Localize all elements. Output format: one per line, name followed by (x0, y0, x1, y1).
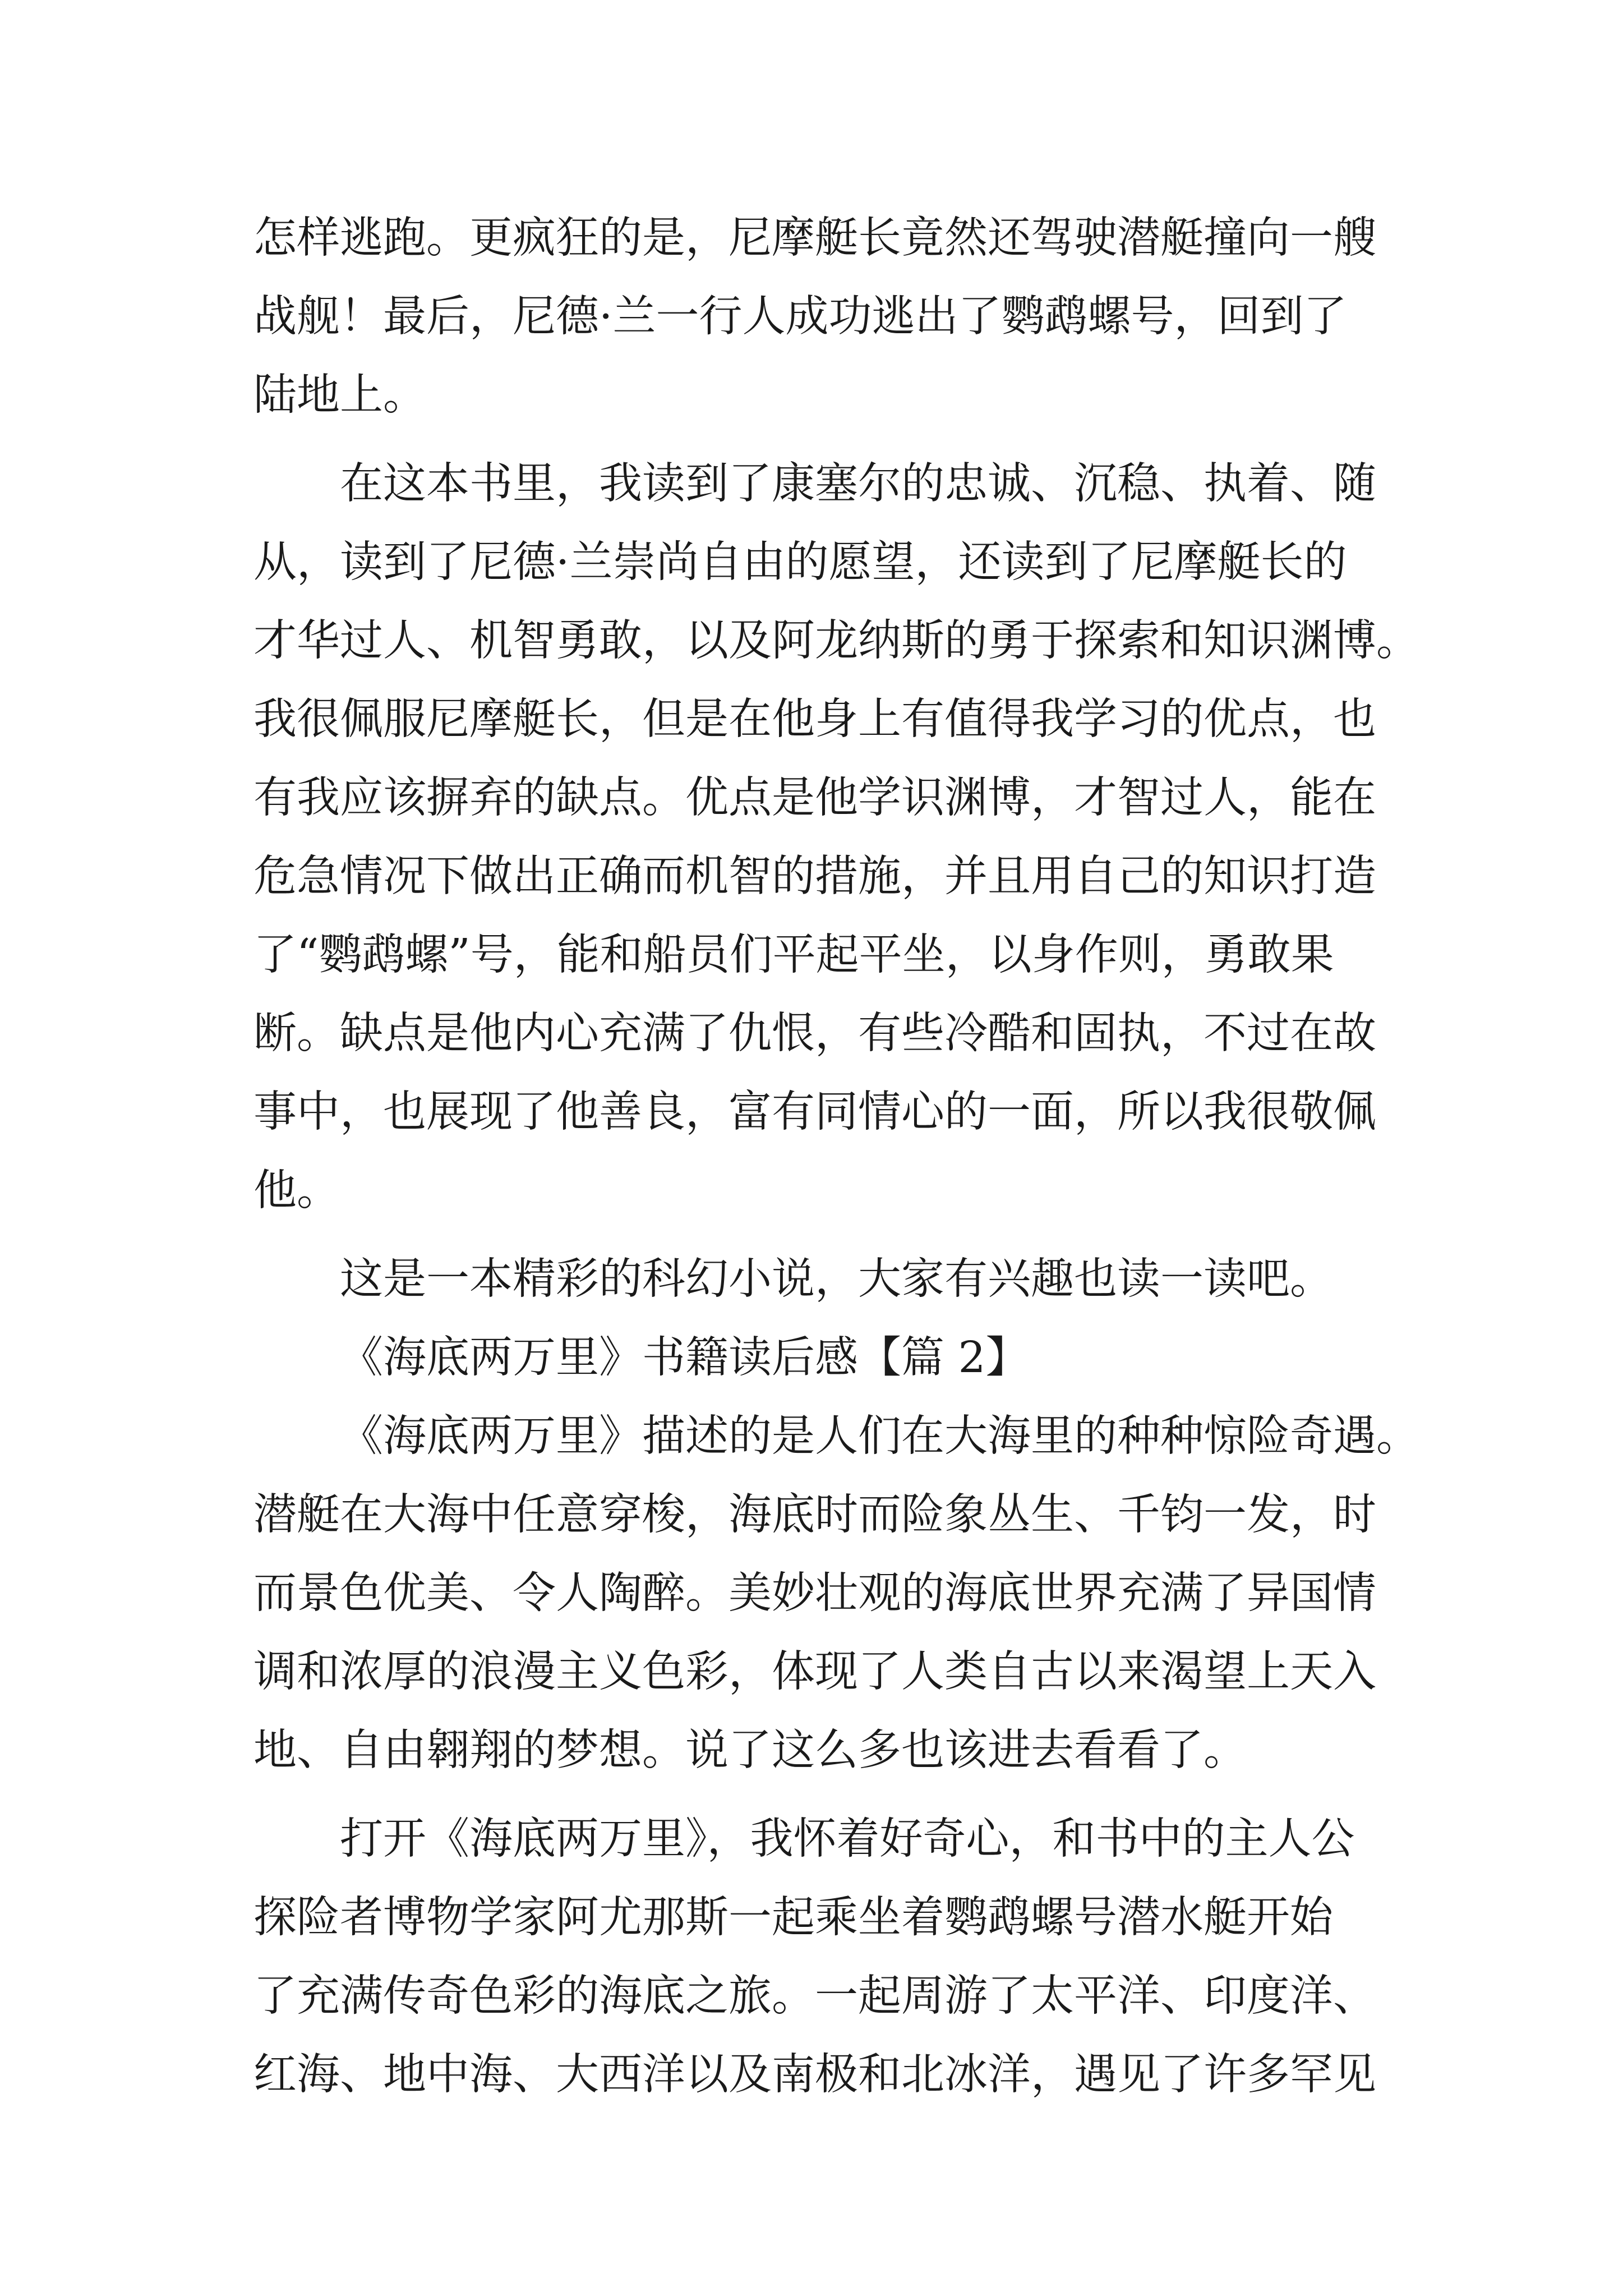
paragraph (253, 199, 1409, 435)
text-line: 而景色优美、令人陶醉。美妙壮观的海底世界充满了异国情 (253, 1568, 1376, 1618)
text-line: 红海、地中海、大西洋以及南极和北冰洋，遇见了许多罕见 (253, 2050, 1376, 2100)
text-line: 我很佩服尼摩艇长，但是在他身上有值得我学习的优点，也 (253, 694, 1376, 744)
text-line: 从，读到了尼德·兰崇尚自由的愿望，还读到了尼摩艇长的 (253, 537, 1347, 587)
heading-text: 《海底两万里》书籍读后感【篇 2】 (340, 1333, 1029, 1383)
text-line: 地、自由翱翔的梦想。说了这么多也该进去看看了。 (253, 1726, 1247, 1775)
section-heading (253, 1319, 1409, 1397)
paragraph (253, 1800, 1409, 2114)
paragraph (253, 1240, 1409, 1319)
text-line: 战舰！最后，尼德·兰一行人成功逃出了鹦鹉螺号，回到了 (253, 292, 1347, 342)
text-line: 危急情况下做出正确而机智的措施，并且用自己的知识打造 (253, 852, 1376, 901)
text-line: 怎样逃跑。更疯狂的是，尼摩艇长竟然还驾驶潜艇撞向一艘 (253, 213, 1376, 263)
paragraph (253, 445, 1419, 1230)
body-text (253, 199, 1419, 2114)
text-line: 才华过人、机智勇敢，以及阿龙纳斯的勇于探索和知识渊博。 (253, 616, 1419, 666)
paragraph (253, 1397, 1419, 1790)
text-line: 他。 (253, 1166, 340, 1216)
text-line: 在这本书里，我读到了康塞尔的忠诚、沉稳、执着、随 (340, 459, 1376, 509)
text-line: 《海底两万里》描述的是人们在大海里的种种惊险奇遇。 (340, 1411, 1419, 1461)
text-line: 事中，也展现了他善良，富有同情心的一面，所以我很敬佩 (253, 1087, 1376, 1137)
text-line: 了“鹦鹉螺”号，能和船员们平起平坐，以身作则，勇敢果 (253, 930, 1334, 980)
text-line: 调和浓厚的浪漫主义色彩，体现了人类自古以来渴望上天入 (253, 1647, 1376, 1697)
text-line: 潜艇在大海中任意穿梭，海底时而险象丛生、千钧一发，时 (253, 1490, 1376, 1540)
text-line: 陆地上。 (253, 370, 426, 420)
text-line: 打开《海底两万里》，我怀着好奇心，和书中的主人公 (340, 1814, 1355, 1864)
text-line: 了充满传奇色彩的海底之旅。一起周游了太平洋、印度洋、 (253, 1971, 1376, 2021)
text-line: 探险者博物学家阿尤那斯一起乘坐着鹦鹉螺号潜水艇开始 (253, 1893, 1333, 1943)
text-line: 断。缺点是他内心充满了仇恨，有些冷酷和固执，不过在故 (253, 1009, 1376, 1059)
text-line: 这是一本精彩的科幻小说，大家有兴趣也读一读吧。 (340, 1254, 1333, 1304)
text-line: 有我应该摒弃的缺点。优点是他学识渊博，才智过人，能在 (253, 773, 1376, 823)
